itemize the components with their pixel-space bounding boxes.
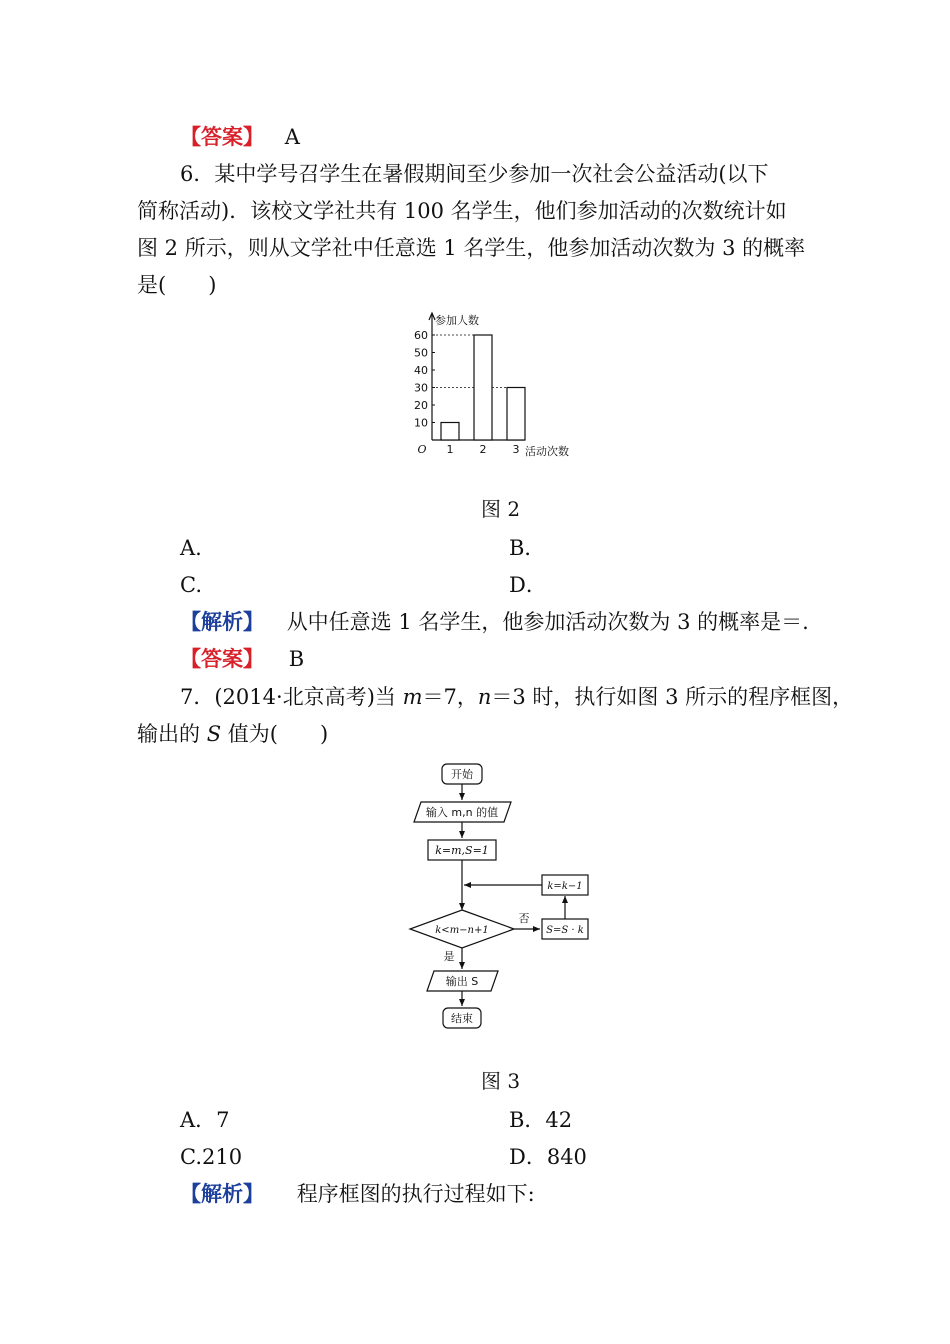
q7-mid: )当 — [366, 685, 403, 709]
flow-start-label: 开始 — [451, 768, 473, 781]
flow-no-label: 否 — [518, 912, 530, 925]
q6-answer-line — [180, 645, 304, 673]
q6-option-d: D． — [509, 573, 547, 597]
y-tick-label: 40 — [414, 364, 428, 377]
answer-value: A — [284, 125, 300, 149]
var-n: n — [477, 685, 492, 709]
analysis-text: 从中任意选 1 名学生，他参加活动次数为 3 的概率是＝. — [286, 610, 809, 634]
answer-value: B — [288, 647, 305, 671]
q6-option-c: C. — [180, 573, 202, 597]
x-tick-label: 2 — [479, 443, 487, 456]
q7-prefix: 7．(2014· — [180, 685, 283, 709]
q6-option-a: A. — [180, 536, 202, 560]
y-tick-label: 50 — [414, 346, 428, 360]
y-tick-label: 10 — [414, 416, 428, 430]
eq-n: ＝3 时，执行如图 3 所示的程序框图， — [491, 685, 854, 709]
flow-decrement-label: k=k−1 — [547, 881, 583, 892]
flow-init-label: k=m,S=1 — [435, 844, 489, 857]
x-tick-label: 1 — [446, 443, 454, 456]
x-axis-label: 活动次数 — [525, 445, 569, 458]
q6-stem-line-4: 是( ) — [137, 273, 217, 297]
analysis-tag: 【解析】 — [180, 1182, 264, 1206]
var-s: S — [206, 722, 222, 746]
answer-tag: 【答案】 — [180, 647, 264, 671]
q7-line2-pre: 输出的 — [137, 722, 207, 746]
analysis-text: 程序框图的执行过程如下: — [296, 1182, 535, 1206]
flow-input-label: 输入 m,n 的值 — [425, 806, 499, 819]
y-tick-label: 30 — [414, 381, 428, 395]
bar — [507, 388, 525, 441]
bar-chart — [400, 308, 650, 468]
flow-end-label: 结束 — [451, 1012, 473, 1025]
y-tick-label: 60 — [414, 329, 428, 342]
analysis-tag: 【解析】 — [180, 610, 264, 634]
q7-option-c: C.210 — [180, 1145, 243, 1169]
eq-m: ＝7， — [422, 685, 478, 709]
q7-option-a: A．7 — [180, 1108, 230, 1132]
q7-stem-line-2 — [137, 720, 328, 748]
flow-decision-label: k<m−n+1 — [435, 925, 489, 936]
q7-source: 北京高考 — [282, 685, 367, 709]
flow-output-label: 输出 S — [445, 975, 479, 988]
figure-2-caption: 图 2 — [481, 497, 521, 521]
y-axis-label: 参加人数 — [435, 314, 479, 327]
origin-label: O — [417, 443, 427, 456]
answer-tag: 【答案】 — [180, 125, 264, 149]
q6-option-b: B． — [509, 536, 546, 560]
var-m: m — [402, 685, 423, 709]
x-tick-label: 3 — [512, 443, 520, 456]
q6-stem-line-1: 6．某中学号召学生在暑假期间至少参加一次社会公益活动(以下 — [180, 162, 769, 186]
q6-analysis-line — [180, 608, 809, 636]
y-tick-label: 20 — [414, 399, 428, 412]
figure-3-caption: 图 3 — [481, 1069, 521, 1093]
q7-option-b: B．42 — [509, 1108, 573, 1132]
q6-stem-line-3: 图 2 所示，则从文学社中任意选 1 名学生，他参加活动次数为 3 的概率 — [137, 236, 806, 260]
q7-line2-post: 值为( ) — [221, 722, 329, 746]
flow-multiply-label: S=S · k — [546, 925, 584, 936]
flowchart — [400, 760, 600, 1030]
q6-stem-line-2: 简称活动)．该校文学社共有 100 名学生，他们参加活动的次数统计如 — [137, 199, 787, 223]
q7-stem-line-1 — [180, 683, 853, 711]
flow-yes-label: 是 — [443, 950, 455, 963]
q7-option-d: D．840 — [509, 1145, 587, 1169]
bar — [441, 423, 459, 441]
q5-answer-line — [180, 123, 300, 151]
bar — [474, 335, 492, 440]
q7-analysis-line — [180, 1180, 535, 1208]
